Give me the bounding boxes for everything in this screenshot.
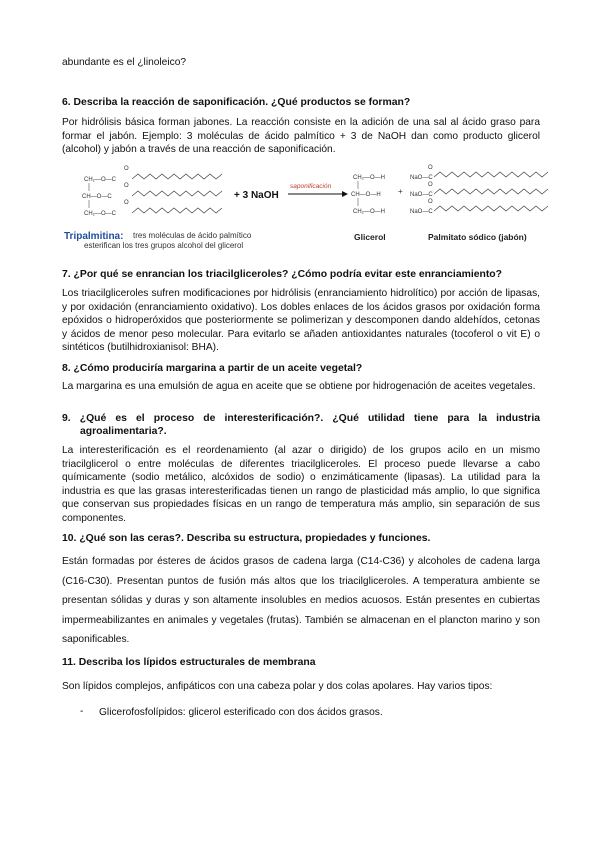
soap-chain-1 xyxy=(434,172,548,177)
tripalmitin-label: Tripalmitina: xyxy=(64,231,124,242)
tri-group-3: CH₂—O—C xyxy=(84,211,116,217)
soap-oxygen-3: O xyxy=(428,199,433,205)
q10-heading: 10. ¿Qué son las ceras?. Describa su estructura, propiedades y funciones. xyxy=(62,533,431,544)
soap-group-2: NaO—C xyxy=(410,192,433,198)
soap-group-3: NaO—C xyxy=(410,209,433,215)
soap-oxygen-2: O xyxy=(428,182,433,188)
tri-oxygen-3: O xyxy=(124,200,129,206)
plus-sign: + xyxy=(398,187,403,196)
tripalmitin-desc-1: tres moléculas de ácido palmítico xyxy=(133,231,252,240)
tripalmitin-desc-2: esterifican los tres grupos alcohol del glicerol xyxy=(84,241,244,250)
tri-oxygen-2: O xyxy=(124,183,129,189)
q7-body: Los triacilgliceroles sufren modificaciones por hidrólisis (enranciamiento hidrolítico) por acción de lipasas, y por oxidación (enranciamiento oxidativo). Los dobles enlaces de los ácidos grasos por oxidación forma epóxidos o hidroperóxidos que posteriormente se polimerizan y descomponen dando aldehídos, cetonas y ácidos de menor peso molecular. Para evitarlo se añaden antioxidantes naturales (tocoferol o vit E) o sintéticos (butilhidroxianisol: BHA). xyxy=(62,288,540,354)
soap-chain-3 xyxy=(434,206,548,211)
gly-group-1: CH₂—O—H xyxy=(353,175,385,181)
gly-group-2: CH—O—H xyxy=(351,192,381,198)
q9-heading-line2: agroalimentaria?. xyxy=(80,426,167,437)
q6-heading: 6. Describa la reacción de saponificación. ¿Qué productos se forman? xyxy=(62,97,411,108)
q6-body: Por hidrólisis básica forman jabones. La reacción consiste en la adición de una sal al ácido graso para formar el jabón. Ejemplo: 3 moléculas de ácido palmítico + 3 de NaOH dan como producto glicerol (alcohol) y jabón a través de una reacción de saponificación. xyxy=(62,117,540,156)
soap-label: Palmitato sódico (jabón) xyxy=(428,232,527,242)
q8-heading: 8. ¿Cómo produciría margarina a partir de un aceite vegetal? xyxy=(62,363,363,374)
q11-heading: 11. Describa los lípidos estructurales de membrana xyxy=(62,657,316,668)
q11-bullet-1: Glicerofosfolípidos: glicerol esterificado con dos ácidos grasos. xyxy=(99,707,383,718)
q9-body: La interesterificación es el reordenamiento (al azar o dirigido) de los grupos acilo en un mismo triacilglicerol o entre moléculas de diferentes triacilgliceroles. El proceso puede llevarse a cabo químicamente (sodio metálico, alcóxidos de sodio) o enzimáticamente (lipasas). La utilidad para la industria es que las grasas interesterificadas tienen un rango de plasticidad más amplio, lo que significa que conservan sus propiedades físicas en un rango de temperatura más amplio, sin separación de sus componentes. xyxy=(62,445,540,524)
q11-body: Son lípidos complejos, anfipáticos con una cabeza polar y dos colas apolares. Hay varios tipos: xyxy=(62,681,493,692)
q10-body: Están formadas por ésteres de ácidos grasos de cadena larga (C14-C36) y alcoholes de cadena larga (C16-C30). Presentan puntos de fusión más altos que los triacilgliceroles. A temperatura ambiente se presentan sólidas y duras y son altamente insolubles en medios acuosos. Están presentes en cubiertas impermeabilizantes en animales y vegetales (frutas). También se almacenan en el plancton marino y son saponificables. xyxy=(62,556,540,646)
fatty-chain-3 xyxy=(132,208,222,213)
glycerol-label: Glicerol xyxy=(354,232,386,242)
soap-oxygen-1: O xyxy=(428,165,433,171)
fatty-chain-2 xyxy=(132,191,222,196)
fatty-chain-1 xyxy=(132,174,222,179)
naoh-reagent: + 3 NaOH xyxy=(234,190,279,201)
tri-group-1: CH₂—O—C xyxy=(84,177,116,183)
saponification-figure xyxy=(62,160,562,252)
saponification-arrow-label: saponificación xyxy=(290,183,332,190)
q9-heading-line1: 9. ¿Qué es el proceso de interesterificación?. ¿Qué utilidad tiene para la industria xyxy=(62,413,540,424)
q7-heading: 7. ¿Por qué se enrancian los triacilgliceroles? ¿Cómo podría evitar este enranciamiento? xyxy=(62,269,503,280)
soap-group-1: NaO—C xyxy=(410,175,433,181)
tri-group-2: CH—O—C xyxy=(82,194,112,200)
soap-chain-2 xyxy=(434,189,548,194)
bullet-marker: - xyxy=(80,706,84,717)
tri-oxygen-1: O xyxy=(124,166,129,172)
intro-tail-text: abundante es el ¿linoleico? xyxy=(62,57,187,68)
q8-body: La margarina es una emulsión de agua en aceite que se obtiene por hidrogenación de aceites vegetales. xyxy=(62,381,536,392)
gly-group-3: CH₂—O—H xyxy=(353,209,385,215)
